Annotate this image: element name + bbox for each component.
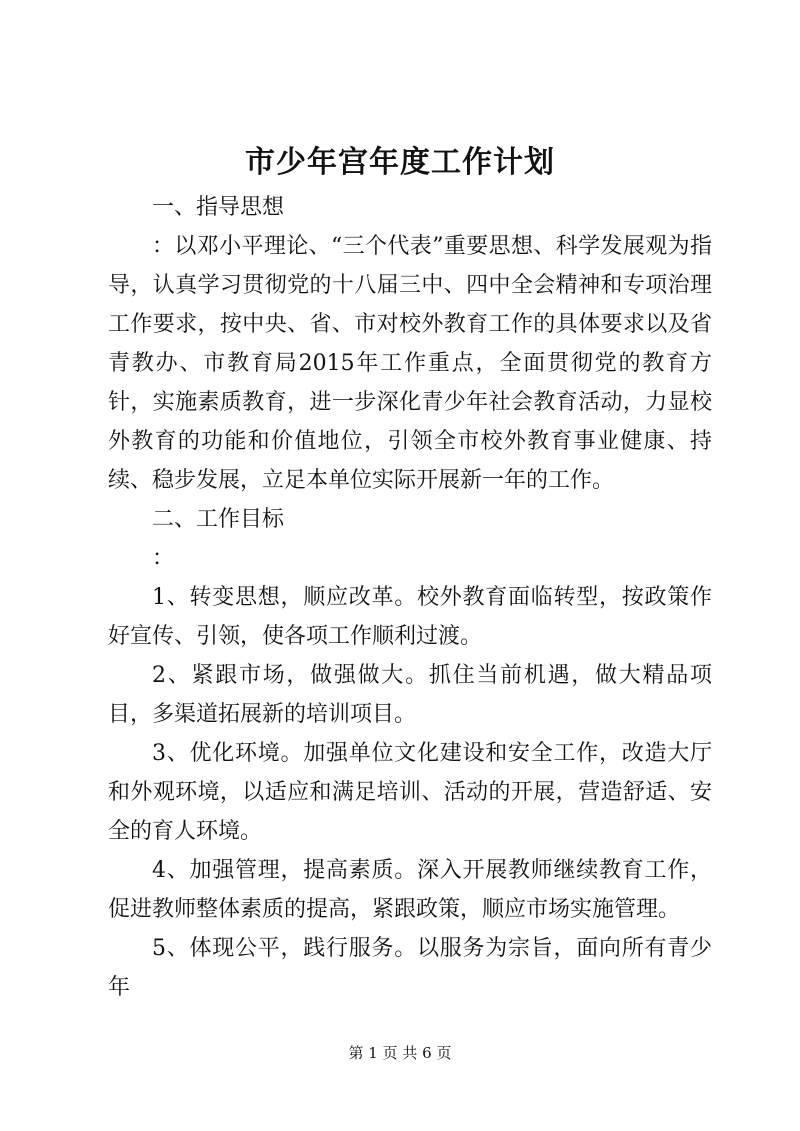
section-heading-work-goals: 二、工作目标 (152, 507, 285, 532)
document-title: 市少年宫年度工作计划 (245, 145, 555, 180)
section-heading-guiding-ideology: 一、指导思想 (152, 195, 285, 220)
goal-item: 5、体现公平，践行服务。以服务为宗旨，面向所有青少年 (108, 936, 712, 1000)
page-number-footer: 第 1 页 共 6 页 (348, 1044, 452, 1062)
goal-item: 1、转变思想，顺应改革。校外教育面临转型，按政策作好宣传、引领，使各项工作顺利过渡。 (108, 585, 712, 649)
paragraph-guiding-ideology: ：以邓小平理论、“三个代表”重要思想、科学发展观为指导，认真学习贯彻党的十八届三中、四中全会精神和专项治理工作要求，按中央、省、市对校外教育工作的具体要求以及省青教办、市教育局2015年工作重点，全面贯彻党的教育方针，实施素质教育，进一步深化青少年社会教育活动，力显校外教育的功能和价值地位，引领全市校外教育事业健康、持续、稳步发展，立足本单位实际开展新一年的工作。 (108, 234, 712, 493)
document-body (108, 188, 712, 1007)
goal-item: 4、加强管理，提高素质。深入开展教师继续教育工作，促进教师整体素质的提高，紧跟政策，顺应市场实施管理。 (108, 858, 712, 922)
work-goals-colon: ： (152, 546, 175, 571)
goal-item: 3、优化环境。加强单位文化建设和安全工作，改造大厅和外观环境，以适应和满足培训、活动的开展，营造舒适、安全的育人环境。 (108, 741, 712, 844)
goal-item: 2、紧跟市场，做强做大。抓住当前机遇，做大精品项目，多渠道拓展新的培训项目。 (108, 663, 712, 727)
